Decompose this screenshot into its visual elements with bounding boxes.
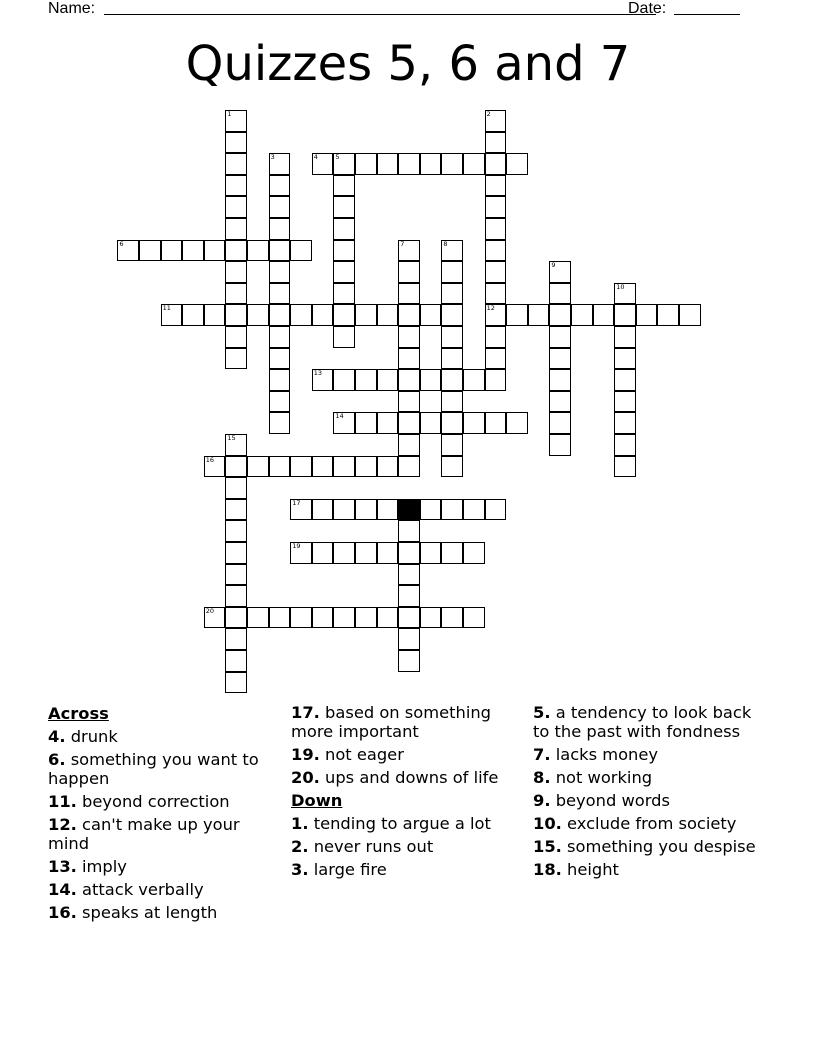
clue-number-label: 9. [533,791,551,810]
clue-item [48,903,280,922]
clue-item [48,880,280,899]
grid-cell[interactable] [333,304,355,326]
grid-cell[interactable] [485,261,507,283]
grid-cell[interactable] [441,499,463,521]
grid-cell[interactable] [485,304,507,326]
clue-number-label: 12. [48,815,77,834]
grid-cell[interactable] [463,369,485,391]
grid-cell[interactable] [290,456,312,478]
clue-item [291,814,523,833]
grid-cell[interactable] [441,434,463,456]
clue-number-label: 7. [533,745,551,764]
grid-cell[interactable] [593,304,615,326]
grid-cell[interactable] [398,434,420,456]
grid-cell[interactable] [485,412,507,434]
grid-cell[interactable] [269,240,291,262]
grid-cell[interactable] [398,261,420,283]
clue-item [48,792,280,811]
clue-number: 20 [205,606,215,615]
grid-cell[interactable] [377,304,399,326]
grid-cell[interactable] [485,326,507,348]
grid-cell[interactable] [377,412,399,434]
clue-item [533,745,765,764]
clue-item [533,791,765,810]
grid-cell[interactable] [333,153,355,175]
grid-cell[interactable] [549,391,571,413]
grid-cell[interactable] [441,607,463,629]
grid-cell[interactable] [225,175,247,197]
grid-cell[interactable] [485,175,507,197]
grid-cell[interactable] [225,132,247,154]
grid-cell[interactable] [420,542,442,564]
grid-cell[interactable] [225,564,247,586]
grid-cell[interactable] [420,153,442,175]
grid-cell[interactable] [269,326,291,348]
grid-cell[interactable] [463,153,485,175]
grid-cell[interactable] [139,240,161,262]
grid-cell[interactable] [247,240,269,262]
grid-cell[interactable] [225,434,247,456]
grid-cell[interactable] [485,132,507,154]
grid-cell[interactable] [398,369,420,391]
page-title: Quizzes 5, 6 and 7 [185,36,631,92]
grid-cell[interactable] [549,326,571,348]
grid-cell[interactable] [290,304,312,326]
grid-cell[interactable] [377,153,399,175]
grid-cell[interactable] [355,304,377,326]
grid-cell[interactable] [355,499,377,521]
clue-text: can't make up your mind [48,815,240,853]
grid-cell[interactable] [441,456,463,478]
clue-item [533,837,765,856]
grid-cell[interactable] [290,499,312,521]
clue-number: 19 [292,542,301,550]
grid-cell[interactable] [355,153,377,175]
grid-cell[interactable] [506,153,528,175]
grid-cell[interactable] [333,283,355,305]
clue-number: 13 [313,369,323,378]
grid-cell[interactable] [355,369,377,391]
grid-cell[interactable] [441,326,463,348]
grid-cell[interactable] [333,607,355,629]
grid-cell[interactable] [377,499,399,521]
grid-cell[interactable] [269,304,291,326]
grid-cell[interactable] [485,218,507,240]
clue-number: 14 [335,412,344,421]
grid-cell[interactable] [614,434,636,456]
clue-item [48,857,280,876]
clue-text: ups and downs of life [319,768,499,787]
clue-number: 9 [551,261,556,270]
clue-number: 1 [227,110,232,118]
grid-cell[interactable] [225,348,247,370]
grid-cell[interactable] [398,628,420,650]
grid-cell[interactable] [614,412,636,434]
grid-cell[interactable] [225,477,247,499]
clue-number-label: 10. [533,814,562,833]
grid-cell[interactable] [420,499,442,521]
grid-cell[interactable] [398,391,420,413]
grid-cell[interactable] [225,607,247,629]
clue-number-label: 17. [291,703,320,722]
grid-cell[interactable] [398,326,420,348]
grid-cell[interactable] [355,456,377,478]
clue-number-label: 4. [48,727,66,746]
clue-text: attack verbally [76,880,204,899]
grid-cell[interactable] [463,412,485,434]
grid-cell[interactable] [657,304,679,326]
grid-cell[interactable] [269,283,291,305]
grid-cell[interactable] [571,304,593,326]
grid-cell[interactable] [290,542,312,564]
clue-text: lacks money [550,745,659,764]
grid-cell[interactable] [333,326,355,348]
grid-cell[interactable] [398,564,420,586]
grid-cell[interactable] [355,607,377,629]
grid-cell[interactable] [225,240,247,262]
clue-number: 11 [162,304,171,313]
grid-cell[interactable] [204,607,226,629]
grid-cell[interactable] [312,304,334,326]
grid-cell[interactable] [355,542,377,564]
grid-cell[interactable] [441,542,463,564]
clue-item [291,745,523,764]
grid-cell[interactable] [441,153,463,175]
grid-cell[interactable] [398,412,420,434]
grid-cell[interactable] [333,542,355,564]
grid-cell[interactable] [312,607,334,629]
grid-cell[interactable] [420,369,442,391]
grid-cell[interactable] [204,456,226,478]
grid-cell[interactable] [333,196,355,218]
grid-cell[interactable] [398,240,420,262]
clue-number-label: 14. [48,880,77,899]
clue-number: 8 [443,239,448,248]
clue-item [48,815,280,853]
grid-cell[interactable] [398,650,420,672]
clue-number: 18 [400,498,409,507]
clue-number-label: 16. [48,903,77,922]
across-heading: Across [48,704,109,723]
grid-cell[interactable] [247,304,269,326]
grid-cell[interactable] [398,304,420,326]
grid-cell[interactable] [485,110,507,132]
grid-cell[interactable] [225,304,247,326]
grid-cell[interactable] [398,607,420,629]
grid-cell[interactable] [225,153,247,175]
grid-cell[interactable] [225,499,247,521]
clue-text: height [561,860,619,879]
grid-cell[interactable] [549,412,571,434]
grid-cell[interactable] [549,434,571,456]
grid-cell[interactable] [549,283,571,305]
grid-cell[interactable] [204,304,226,326]
clue-column-3 [533,703,765,883]
grid-cell[interactable] [269,218,291,240]
grid-cell[interactable] [269,369,291,391]
grid-cell[interactable] [290,240,312,262]
clue-text: beyond words [550,791,670,810]
grid-cell[interactable] [290,607,312,629]
grid-cell[interactable] [333,261,355,283]
name-label: Name: [48,0,96,17]
clue-text: exclude from society [561,814,737,833]
grid-cell[interactable] [269,196,291,218]
grid-cell[interactable] [614,348,636,370]
grid-cell[interactable] [269,412,291,434]
grid-cell[interactable] [225,585,247,607]
clue-text: based on something more important [291,703,491,741]
clue-number-label: 19. [291,745,320,764]
clue-number: 10 [616,282,625,291]
grid-cell[interactable] [247,456,269,478]
grid-cell[interactable] [441,369,463,391]
grid-cell[interactable] [485,240,507,262]
grid-cell[interactable] [204,240,226,262]
clue-text: speaks at length [76,903,218,922]
grid-cell[interactable] [312,499,334,521]
clue-column-2 [291,703,523,883]
grid-cell[interactable] [441,348,463,370]
grid-cell[interactable] [312,542,334,564]
clue-number: 17 [292,498,301,507]
clue-text: large fire [308,860,387,879]
clue-column-1 [48,703,280,926]
clue-item [533,814,765,833]
grid-cell[interactable] [182,240,204,262]
clue-number-label: 2. [291,837,309,856]
clue-number: 12 [486,304,495,313]
grid-cell[interactable] [441,304,463,326]
grid-cell[interactable] [506,412,528,434]
grid-cell[interactable] [247,607,269,629]
grid-cell[interactable] [398,542,420,564]
grid-cell[interactable] [614,304,636,326]
grid-cell[interactable] [225,628,247,650]
clue-number: 6 [119,239,124,248]
clue-text: something you want to happen [48,750,259,788]
clue-text: something you despise [561,837,756,856]
grid-cell[interactable] [441,283,463,305]
clue-number: 15 [227,434,236,442]
grid-cell[interactable] [377,369,399,391]
grid-cell[interactable] [485,369,507,391]
grid-cell[interactable] [161,304,183,326]
date-label: Date: [628,0,667,17]
clue-item [291,703,523,741]
clue-text: not working [550,768,653,787]
grid-cell[interactable] [225,520,247,542]
grid-cell[interactable] [225,672,247,694]
grid-cell[interactable] [225,326,247,348]
clue-item [291,860,523,879]
grid-cell[interactable] [269,261,291,283]
grid-cell[interactable] [312,153,334,175]
clue-number-label: 13. [48,857,77,876]
grid-cell[interactable] [225,196,247,218]
clue-number-label: 1. [291,814,309,833]
grid-cell[interactable] [333,412,355,434]
grid-cell[interactable] [485,283,507,305]
grid-cell[interactable] [269,175,291,197]
grid-cell[interactable] [485,196,507,218]
grid-cell[interactable] [269,153,291,175]
clue-item [533,860,765,879]
clue-text: imply [76,857,127,876]
clue-item [291,837,523,856]
clue-number-label: 18. [533,860,562,879]
grid-cell[interactable] [614,369,636,391]
grid-cell[interactable] [549,348,571,370]
clue-text: not eager [319,745,404,764]
grid-cell[interactable] [485,153,507,175]
grid-cell[interactable] [225,283,247,305]
grid-cell[interactable] [679,304,701,326]
grid-cell[interactable] [441,240,463,262]
clue-text: tending to argue a lot [308,814,491,833]
clue-number: 7 [400,239,405,248]
grid-cell[interactable] [441,391,463,413]
grid-cell[interactable] [333,218,355,240]
grid-cell[interactable] [333,369,355,391]
grid-cell[interactable] [269,607,291,629]
grid-cell[interactable] [225,650,247,672]
grid-cell[interactable] [398,348,420,370]
grid-cell[interactable] [377,607,399,629]
grid-cell[interactable] [420,304,442,326]
grid-cell[interactable] [463,499,485,521]
grid-cell[interactable] [549,261,571,283]
grid-cell[interactable] [441,412,463,434]
grid-cell[interactable] [161,240,183,262]
grid-cell[interactable] [355,412,377,434]
grid-cell[interactable] [225,261,247,283]
grid-cell[interactable] [420,412,442,434]
clue-number-label: 5. [533,703,551,722]
clue-number: 5 [335,153,340,162]
clue-number: 2 [486,110,491,118]
grid-cell[interactable] [614,283,636,305]
grid-cell[interactable] [398,520,420,542]
down-heading: Down [291,791,343,810]
grid-cell[interactable] [463,542,485,564]
grid-cell[interactable] [225,456,247,478]
clue-number-label: 8. [533,768,551,787]
clue-number-label: 15. [533,837,562,856]
clue-item [48,727,280,746]
grid-cell[interactable] [333,240,355,262]
grid-cell[interactable] [398,153,420,175]
clue-number: 4 [313,153,318,162]
grid-cell[interactable] [377,456,399,478]
clue-number-label: 11. [48,792,77,811]
grid-cell[interactable] [333,499,355,521]
grid-cell[interactable] [312,456,334,478]
grid-cell[interactable] [485,499,507,521]
clue-number-label: 3. [291,860,309,879]
grid-cell[interactable] [269,456,291,478]
grid-cell[interactable] [182,304,204,326]
clue-item [533,768,765,787]
grid-cell[interactable] [463,607,485,629]
clue-text: beyond correction [76,792,230,811]
grid-cell[interactable] [225,542,247,564]
grid-cell[interactable] [420,607,442,629]
clue-text: a tendency to look back to the past with fondness [533,703,752,741]
grid-cell[interactable] [614,326,636,348]
grid-cell[interactable] [398,456,420,478]
grid-cell[interactable] [614,391,636,413]
grid-cell[interactable] [614,456,636,478]
grid-cell[interactable] [398,585,420,607]
grid-cell[interactable] [549,369,571,391]
grid-cell[interactable] [333,175,355,197]
grid-cell[interactable] [333,456,355,478]
clue-item [533,703,765,741]
grid-cell[interactable] [528,304,550,326]
clue-number-label: 20. [291,768,320,787]
clue-text: never runs out [308,837,434,856]
clue-number: 3 [270,153,275,162]
grid-cell[interactable] [549,304,571,326]
clue-number: 16 [205,455,215,464]
grid-cell[interactable] [398,283,420,305]
grid-cell[interactable] [225,110,247,132]
grid-cell[interactable] [312,369,334,391]
grid-cell[interactable] [269,348,291,370]
clue-item [48,750,280,788]
black-cell [398,499,420,521]
grid-cell[interactable] [225,218,247,240]
grid-cell[interactable] [269,391,291,413]
grid-cell[interactable] [377,542,399,564]
grid-cell[interactable] [636,304,658,326]
clue-number-label: 6. [48,750,66,769]
clue-item [291,768,523,787]
grid-cell[interactable] [506,304,528,326]
grid-cell[interactable] [441,261,463,283]
grid-cell[interactable] [117,240,139,262]
grid-cell[interactable] [485,348,507,370]
clue-text: drunk [65,727,118,746]
